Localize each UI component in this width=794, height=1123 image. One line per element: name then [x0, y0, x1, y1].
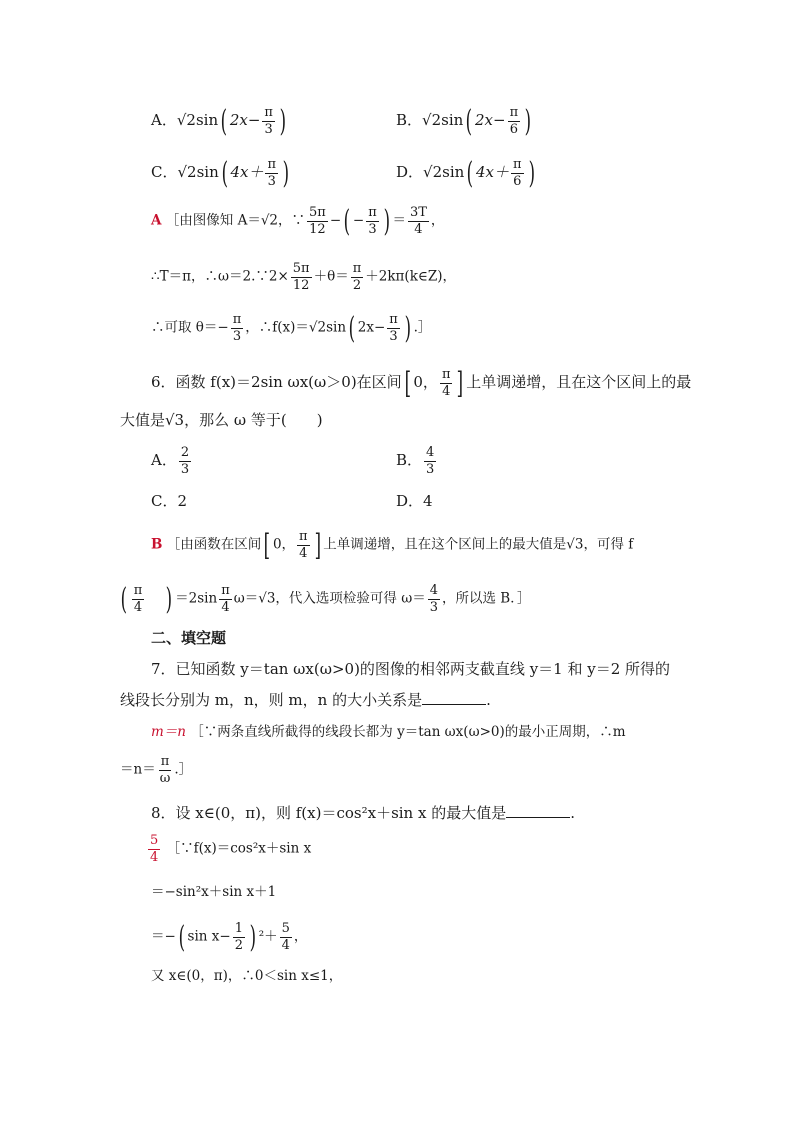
q6-solution-line1: B ［由函数在区间[ 0， $\frac{\pi}{4}$ ] 上单调递增，且在这个区间上的最大值是√3，可得 f — [151, 527, 634, 563]
q8-solution-line1: $\frac{5}{4}$ ［∵f(x)＝cos²x＋sin x — [150, 833, 312, 865]
q5-option-b: B．√2sin( 2x− $\frac{\pi}{6}$ ) — [396, 103, 532, 139]
q6-option-a: A． $\frac{2}{3}$ — [151, 445, 190, 477]
q6-option-b: B． $\frac{4}{3}$ — [396, 445, 435, 477]
q7-solution-line1: m＝n ［∵两条直线所截得的线段长都为 y＝tan ωx(ω>0)的最小正周期，∴m — [151, 724, 626, 740]
q7-stem-line2: 线段长分别为 m，n，则 m，n 的大小关系是 . — [120, 691, 491, 709]
q6-answer: B — [151, 536, 163, 553]
q5-solution-line2: ∴T＝π，∴ω＝2.∵2× $\frac{5\pi}{12}$ ＋θ＝ $\frac{\pi}{2}$ ＋2kπ(k∈Z)， — [151, 261, 457, 293]
q6-stem-line1: 6．函数 f(x)＝2sin ωx(ω＞0)在区间[ 0， $\frac{\pi}{4}$ ] 上单调递增，且在这个区间上的最 — [151, 365, 692, 401]
section-heading-fill-in: 二、填空题 — [151, 629, 227, 647]
q8-stem-line1: 8．设 x∈(0，π)，则 f(x)＝cos²x＋sin x 的最大值是 . — [151, 804, 575, 822]
q7-solution-line2: ＝n＝ $\frac{\pi}{\omega}$ .］ — [120, 754, 193, 786]
q7-answer-blank — [422, 704, 486, 705]
q7-stem-line1: 7．已知函数 y＝tan ωx(ω>0)的图像的相邻两支截直线 y＝1 和 y＝2 所得的 — [151, 660, 671, 678]
q5-option-a: A．√2sin( 2x− $\frac{\pi}{3}$ ) — [151, 103, 287, 139]
q5-answer: A — [151, 212, 162, 229]
q7-answer: m＝n — [151, 724, 186, 740]
q6-solution-line2: ( $\frac{\pi}{4}$ ) ＝2sin $\frac{\pi}{4}$ ω＝√3，代入选项检验可得 ω＝ $\frac{4}{3}$ ，所以选 B．］ — [120, 581, 531, 617]
q8-solution-line3: ＝−( sin x− $\frac{1}{2}$ ) ²＋ $\frac{5}{4}$ ， — [151, 919, 308, 955]
q8-answer-blank — [506, 817, 570, 818]
q6-option-d: D．4 — [396, 492, 433, 510]
q8-answer: $\frac{5}{4}$ — [150, 833, 159, 865]
q6-stem-line2: 大值是√3，那么 ω 等于( ) — [120, 411, 323, 429]
q8-solution-line4: 又 x∈(0，π)，∴0＜sin x≤1， — [151, 968, 343, 984]
q5-solution-line1: A ［由图像知 A＝√2，∵ $\frac{5\pi}{12}$ −( − $\frac{\pi}{3}$ ) ＝ $\frac{3T}{4}$ ， — [151, 203, 445, 239]
q6-option-c: C．2 — [151, 492, 188, 510]
q5-option-d: D．√2sin( 4x＋ $\frac{\pi}{6}$ ) — [396, 155, 535, 191]
q8-solution-line2: ＝−sin²x＋sin x＋1 — [151, 884, 277, 900]
q5-solution-line3: ∴可取 θ＝− $\frac{\pi}{3}$ ，∴f(x)＝√2sin( 2x− $\frac{\pi}{3}$ ) .］ — [151, 310, 432, 346]
q5-option-c: C．√2sin( 4x＋ $\frac{\pi}{3}$ ) — [151, 155, 290, 191]
